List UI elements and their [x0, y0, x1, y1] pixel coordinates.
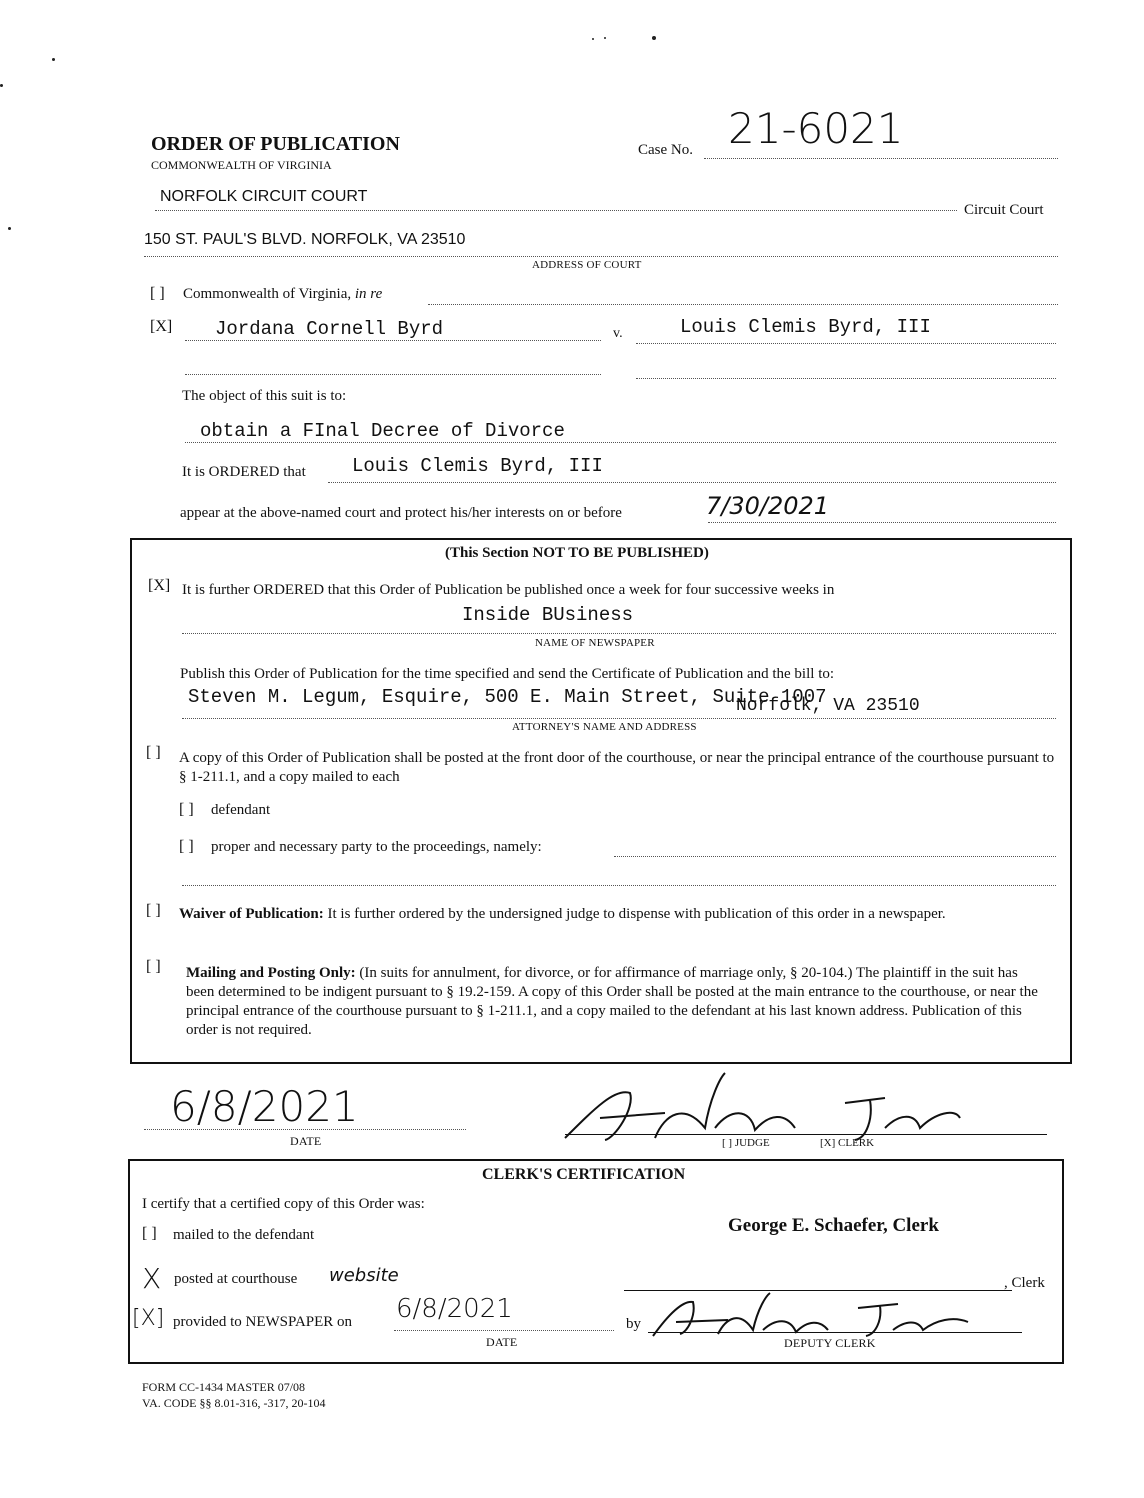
defendant-checkbox[interactable]: [ ]	[179, 801, 194, 818]
mailing-paragraph	[186, 964, 1042, 1040]
court-suffix: Circuit Court	[964, 202, 1044, 218]
not-published-heading: (This Section NOT TO BE PUBLISHED)	[445, 545, 709, 561]
order-date-value: 6/8/2021	[170, 1082, 359, 1131]
mailing-title: Mailing and Posting Only:	[186, 965, 356, 981]
attorney-label: ATTORNEY'S NAME AND ADDRESS	[512, 721, 697, 733]
mailed-label: mailed to the defendant	[173, 1227, 315, 1243]
clerk-label: CLERK	[838, 1137, 875, 1149]
object-line	[185, 442, 1056, 443]
court-name: NORFOLK CIRCUIT COURT	[160, 188, 368, 205]
deputy-signature-stroke	[653, 1293, 968, 1336]
provided-date-line	[394, 1330, 614, 1331]
certification-intro: I certify that a certified copy of this Order was:	[142, 1196, 425, 1212]
appear-line	[708, 522, 1056, 523]
in-re-text: in re	[354, 286, 383, 302]
publish-checkbox[interactable]: [X]	[148, 577, 171, 594]
scan-speck	[652, 36, 656, 40]
mailing-checkbox[interactable]: [ ]	[146, 958, 161, 975]
court-name-line	[155, 210, 957, 211]
judge-label: JUDGE	[734, 1137, 770, 1149]
newspaper-label: NAME OF NEWSPAPER	[535, 637, 655, 649]
versus-label: v.	[613, 326, 623, 341]
party-proceedings-checkbox[interactable]: [ ]	[179, 838, 194, 855]
order-date-label: DATE	[290, 1134, 322, 1148]
mailing-text: (In suits for annulment, for divorce, or for affirmance of marriage only, § 20-104.) The plaintiff in the suit has been determined to be indigent pursuant to § 19.2-159. A copy of this Order shall be posted at the main entrance to the courthouse, or near the principal entrance of the courthouse pursuant to § 1-211.1, and a copy mailed to the defendant at his last known address. Publication of this order is not required.	[186, 965, 1038, 1038]
posted-checkbox[interactable]: [ ]	[146, 744, 161, 761]
court-address-line	[144, 256, 1058, 257]
case-no-value: 21-6021	[728, 104, 904, 153]
scan-speck	[0, 84, 3, 87]
posted-note: website	[329, 1265, 399, 1286]
object-label: The object of this suit is to:	[182, 388, 347, 404]
form-title: ORDER OF PUBLICATION	[151, 133, 400, 155]
plaintiff-line	[185, 340, 601, 341]
ordered-line	[328, 482, 1056, 483]
provided-label: provided to NEWSPAPER on	[173, 1314, 353, 1330]
party-proceedings-line	[614, 856, 1056, 857]
provided-mark[interactable]: [X]	[132, 1306, 165, 1331]
party-checkbox[interactable]: [X]	[150, 318, 173, 335]
commonwealth-line	[428, 304, 1058, 305]
deputy-line	[648, 1332, 1022, 1333]
commonwealth-text: Commonwealth of Virginia,	[183, 286, 352, 302]
by-label: by	[626, 1316, 641, 1332]
ordered-label: It is ORDERED that	[182, 464, 306, 480]
defendant-line-2	[636, 378, 1056, 379]
party-proceedings-label: proper and necessary party to the proceedings, namely:	[211, 839, 542, 855]
case-no-label: Case No.	[638, 142, 693, 158]
waiver-title: Waiver of Publication:	[179, 906, 324, 922]
party-proceedings-line-2	[182, 885, 1056, 886]
commonwealth-checkbox[interactable]: [ ]	[150, 285, 165, 302]
judge-checkbox[interactable]	[722, 1137, 770, 1149]
newspaper-name: Inside BUsiness	[462, 604, 634, 626]
provided-date-label: DATE	[486, 1335, 518, 1349]
plaintiff-line-2	[185, 374, 601, 375]
waiver-paragraph	[179, 905, 1039, 924]
publish-text: It is further ORDERED that this Order of Publication be published once a week for four successive weeks in	[182, 582, 835, 598]
judge-box[interactable]: [ ]	[722, 1137, 733, 1149]
court-address-label: ADDRESS OF COURT	[532, 259, 642, 271]
order-date-line	[144, 1129, 466, 1130]
scan-speck	[592, 38, 594, 40]
deputy-label: DEPUTY CLERK	[784, 1336, 876, 1350]
attorney-line	[182, 718, 1056, 719]
waiver-text: It is further ordered by the undersigned judge to dispense with publication of this order in a newspaper.	[327, 906, 946, 922]
send-text: Publish this Order of Publication for the time specified and send the Certificate of Publication and the bill to:	[180, 666, 835, 682]
posted-text: A copy of this Order of Publication shall be posted at the front door of the courthouse, or near the principal entrance of the courthouse pursuant to § 1-211.1, and a copy mailed to each	[179, 750, 1055, 785]
va-code: VA. CODE §§ 8.01-316, -317, 20-104	[142, 1396, 326, 1410]
court-address: 150 ST. PAUL'S BLVD. NORFOLK, VA 23510	[144, 231, 466, 248]
posted-label: posted at courthouse	[174, 1271, 298, 1287]
scan-speck	[604, 37, 606, 39]
clerk-box[interactable]: [X]	[820, 1137, 836, 1149]
attorney-line-2: Norfolk, VA 23510	[736, 696, 920, 716]
mailed-checkbox[interactable]: [ ]	[142, 1225, 157, 1242]
certification-heading: CLERK'S CERTIFICATION	[482, 1166, 686, 1183]
defendant-name: Louis Clemis Byrd, III	[680, 316, 931, 338]
form-subtitle: COMMONWEALTH OF VIRGINIA	[151, 158, 332, 172]
provided-date: 6/8/2021	[396, 1294, 513, 1324]
attorney-line-1: Steven M. Legum, Esquire, 500 E. Main Street, Suite 1007	[188, 686, 827, 708]
commonwealth-label	[183, 286, 382, 303]
newspaper-line	[182, 633, 1056, 634]
defendant-line	[636, 343, 1056, 344]
scan-speck	[52, 58, 55, 61]
signature-underline	[565, 1134, 1047, 1135]
posted-mark[interactable]: X	[142, 1262, 162, 1295]
clerk-checkbox[interactable]	[820, 1137, 874, 1149]
appear-label: appear at the above-named court and protect his/her interests on or before	[180, 505, 622, 521]
case-no-line	[704, 158, 1058, 159]
clerk-signature-stroke	[565, 1073, 960, 1140]
plaintiff-name: Jordana Cornell Byrd	[215, 318, 444, 340]
scan-speck	[8, 227, 11, 230]
object-value: obtain a FInal Decree of Divorce	[200, 420, 565, 442]
form-number: FORM CC-1434 MASTER 07/08	[142, 1380, 306, 1394]
ordered-value: Louis Clemis Byrd, III	[352, 455, 603, 477]
waiver-checkbox[interactable]: [ ]	[146, 902, 161, 919]
clerk-suffix: , Clerk	[1004, 1275, 1045, 1291]
clerk-name: George E. Schaefer, Clerk	[728, 1215, 939, 1236]
defendant-label: defendant	[211, 802, 271, 818]
appear-date: 7/30/2021	[706, 492, 830, 520]
